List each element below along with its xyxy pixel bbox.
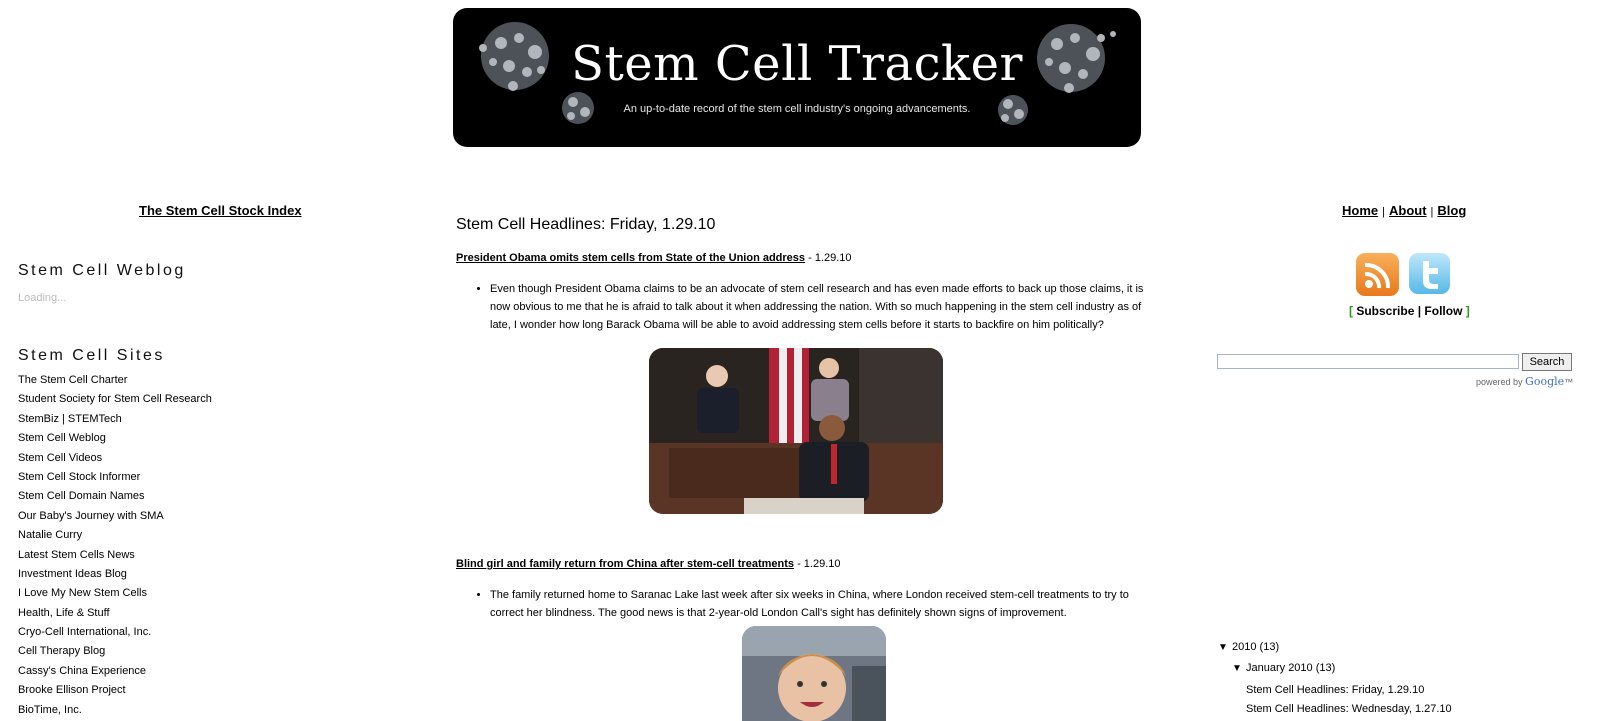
post-title-link[interactable]: President Obama omits stem cells from State of the Union address xyxy=(456,252,806,264)
site-link[interactable]: Natalie Curry xyxy=(18,529,83,542)
rss-feed-icon[interactable] xyxy=(1356,253,1399,296)
site-link[interactable]: BioTime, Inc. xyxy=(18,703,82,716)
site-link[interactable]: Cell Therapy Blog xyxy=(18,645,106,658)
bracket-open: [ xyxy=(1349,304,1357,318)
post-date: - 1.29.10 xyxy=(805,252,852,264)
archive-post-link[interactable]: Stem Cell Headlines: Wednesday, 1.27.10 xyxy=(1246,703,1452,715)
post-summary: • Even though President Obama claims to be an advocate of stem cell research and has even made efforts to back up those claims, it is now obvious to me that he is afraid to talk about it when addressing the nation. With so much happening in the stem cell industry as of late, I wonder how long Barack Obama will be able to avoid addressing stem cells before it starts to backfire on him politically? xyxy=(490,280,1152,334)
post-header xyxy=(456,558,841,570)
site-link[interactable]: Stem Cell Videos xyxy=(18,451,103,464)
nav-separator: | xyxy=(1382,206,1385,218)
site-link[interactable]: Cassy's China Experience xyxy=(18,664,147,677)
site-link[interactable]: Our Baby's Journey with SMA xyxy=(18,509,164,522)
sites-heading: Stem Cell Sites xyxy=(18,347,165,364)
site-link[interactable]: Stem Cell Domain Names xyxy=(18,490,145,503)
rss-icon xyxy=(1356,253,1399,296)
google-trademark: ™ xyxy=(1564,377,1574,387)
obama-photo[interactable] xyxy=(649,348,943,514)
archive-year[interactable] xyxy=(1218,641,1279,653)
google-logo: Google xyxy=(1525,375,1565,388)
bracket-close: ] xyxy=(1462,304,1470,318)
subscribe-link[interactable]: Subscribe xyxy=(1356,304,1415,318)
nav-home[interactable]: Home xyxy=(1342,203,1379,218)
site-tagline: An up-to-date record of the stem cell industry's ongoing advancements. xyxy=(623,103,971,115)
nav-separator: | xyxy=(1430,206,1434,218)
post-date: - 1.29.10 xyxy=(794,558,841,570)
site-link[interactable]: StemBiz | STEMTech xyxy=(18,412,122,425)
site-link[interactable]: Stem Cell Weblog xyxy=(18,432,106,445)
search-button[interactable]: Search xyxy=(1522,353,1572,371)
collapse-triangle-icon[interactable]: ▼ xyxy=(1232,663,1242,674)
collapse-triangle-icon[interactable]: ▼ xyxy=(1218,642,1228,653)
nav-about[interactable]: About xyxy=(1388,203,1427,218)
archive-month-count: (13) xyxy=(1315,662,1336,674)
site-link[interactable]: Investment Ideas Blog xyxy=(18,567,127,580)
weblog-heading: Stem Cell Weblog xyxy=(18,262,186,279)
post-body xyxy=(476,280,1152,334)
london-photo[interactable] xyxy=(742,626,886,721)
post-title-link[interactable]: Blind girl and family return from China after stem-cell treatments xyxy=(456,558,795,570)
follow-link[interactable]: Follow xyxy=(1424,304,1463,318)
top-nav xyxy=(1342,203,1466,218)
site-link[interactable]: I Love My New Stem Cells xyxy=(18,587,147,600)
powered-by-google xyxy=(1476,375,1573,388)
day-title: Stem Cell Headlines: Friday, 1.29.10 xyxy=(456,216,716,233)
site-link[interactable]: Brooke Ellison Project xyxy=(18,684,126,697)
subscribe-separator: | xyxy=(1414,304,1425,318)
archive-month-label[interactable]: January 2010 xyxy=(1246,662,1313,674)
obama-photo-image xyxy=(649,348,943,514)
sites-list xyxy=(18,372,212,721)
site-link[interactable]: Latest Stem Cells News xyxy=(18,548,135,561)
nav-blog[interactable]: Blog xyxy=(1437,203,1467,218)
twitter-icon[interactable] xyxy=(1409,253,1450,294)
weblog-loading: Loading... xyxy=(18,292,67,304)
post-body xyxy=(476,586,1152,622)
twitter-t-icon xyxy=(1409,253,1450,294)
site-link[interactable]: Stem Cell Stock Informer xyxy=(18,470,141,483)
powered-by-label: powered by xyxy=(1476,377,1526,387)
subscribe-follow xyxy=(1349,304,1470,318)
post-summary: • The family returned home to Saranac Lake last week after six weeks in China, where London received stem-cell treatments to try to correct her blindness. The good news is that 2-year-old London Call's sight has definitely shown signs of improvement. xyxy=(490,586,1152,622)
stock-index-link[interactable]: The Stem Cell Stock Index xyxy=(139,203,302,218)
search-input[interactable] xyxy=(1217,354,1519,369)
site-link[interactable]: The Stem Cell Charter xyxy=(18,374,128,386)
archive-year-label[interactable]: 2010 xyxy=(1232,641,1257,653)
site-title: Stem Cell Tracker xyxy=(571,36,1023,92)
site-link[interactable]: Student Society for Stem Cell Research xyxy=(18,393,212,406)
london-photo-image xyxy=(742,626,886,721)
archive-month[interactable] xyxy=(1232,662,1335,674)
header-banner[interactable] xyxy=(453,8,1141,147)
site-link[interactable]: Cryo-Cell International, Inc. xyxy=(18,626,152,639)
archive-year-count: (13) xyxy=(1259,641,1280,653)
archive-post-link[interactable]: Stem Cell Headlines: Friday, 1.29.10 xyxy=(1246,684,1425,696)
post-header xyxy=(456,252,852,264)
site-link[interactable]: Health, Life & Stuff xyxy=(18,606,110,619)
